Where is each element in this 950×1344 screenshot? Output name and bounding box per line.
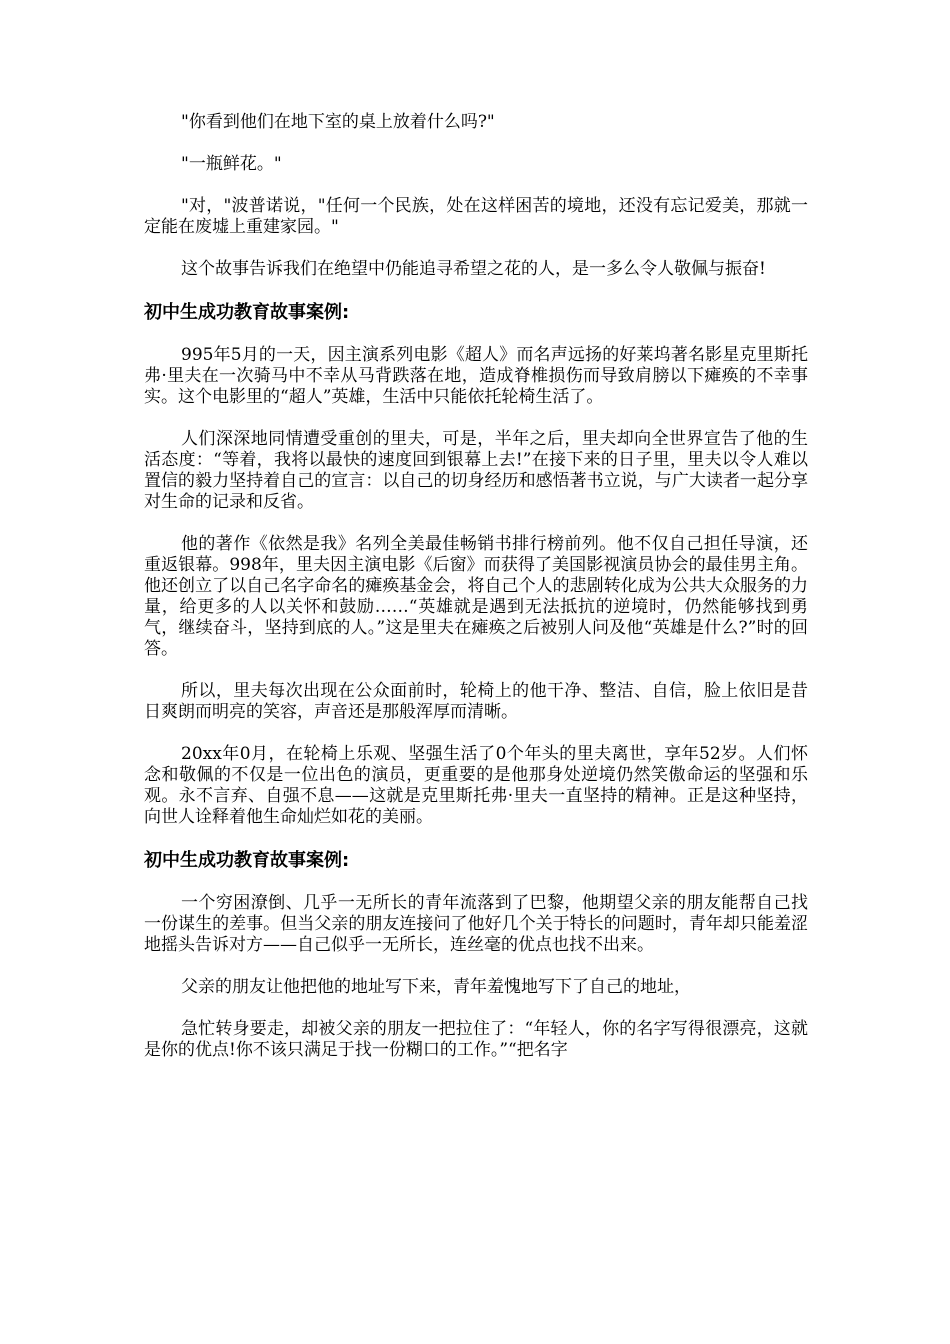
body-paragraph: 急忙转身要走，却被父亲的朋友一把拉住了：“年轻人，你的名字写得很漂亮，这就是你的优点!你不该只满足于找一份糊口的工作。”“把名字 (144, 1019, 808, 1060)
document-body (144, 112, 808, 1082)
body-paragraph: 所以，里夫每次出现在公众面前时，轮椅上的他干净、整洁、自信，脸上依旧是昔日爽朗而明亮的笑容，声音还是那般浑厚而清晰。 (144, 681, 808, 722)
story-moral: 这个故事告诉我们在绝望中仍能追寻希望之花的人，是一多么令人敬佩与振奋! (181, 259, 766, 279)
dialogue-question: "你看到他们在地下室的桌上放着什么吗?" (181, 112, 495, 132)
section-heading: 初中生成功教育故事案例: (144, 850, 350, 871)
body-paragraph: 父亲的朋友让他把他的地址写下来，青年羞愧地写下了自己的地址， (181, 977, 691, 997)
dialogue-answer: "一瓶鲜花。" (181, 154, 282, 174)
body-paragraph: 995年5月的一天，因主演系列电影《超人》而名声远扬的好莱坞著名影星克里斯托弗·里夫在一次骑马中不幸从马背跌落在地，造成脊椎损伤而导致肩膀以下瘫痪的不幸事实。这个电影里的“超人”英雄，生活中只能依托轮椅生活了。 (144, 345, 808, 407)
body-paragraph: 人们深深地同情遭受重创的里夫，可是，半年之后，里夫却向全世界宣告了他的生活态度：“等着，我将以最快的速度回到银幕上去!”在接下来的日子里，里夫以令人难以置信的毅力坚持着自己的宣言：以自己的切身经历和感悟著书立说，与广大读者一起分享对生命的记录和反省。 (144, 429, 808, 512)
section-heading: 初中生成功教育故事案例: (144, 302, 350, 323)
body-paragraph: 他的著作《依然是我》名列全美最佳畅销书排行榜前列。他不仅自己担任导演，还重返银幕。998年，里夫因主演电影《后窗》而获得了美国影视演员协会的最佳男主角。他还创立了以自己名字命名的瘫痪基金会，将自己个人的悲剧转化成为公共大众服务的力量，给更多的人以关怀和鼓励……“英雄就是遇到无法抵抗的逆境时，仍然能够找到勇气，继续奋斗，坚持到底的人。”这是里夫在瘫痪之后被别人问及他“英雄是什么?”时的回答。 (144, 534, 808, 659)
body-paragraph: 一个穷困潦倒、几乎一无所长的青年流落到了巴黎，他期望父亲的朋友能帮自己找一份谋生的差事。但当父亲的朋友连接问了他好几个关于特长的问题时，青年却只能羞涩地摇头告诉对方——自己似乎一无所长，连丝毫的优点也找不出来。 (144, 893, 808, 955)
dialogue-quote: "对，"波普诺说，"任何一个民族，处在这样困苦的境地，还没有忘记爱美，那就一定能在废墟上重建家园。" (144, 196, 808, 237)
body-paragraph: 20xx年0月，在轮椅上乐观、坚强生活了0个年头的里夫离世，享年52岁。人们怀念和敬佩的不仅是一位出色的演员，更重要的是他那身处逆境仍然笑傲命运的坚强和乐观。永不言弃、自强不息——这就是克里斯托弗·里夫一直坚持的精神。正是这种坚持，向世人诠释着他生命灿烂如花的美丽。 (144, 744, 808, 827)
